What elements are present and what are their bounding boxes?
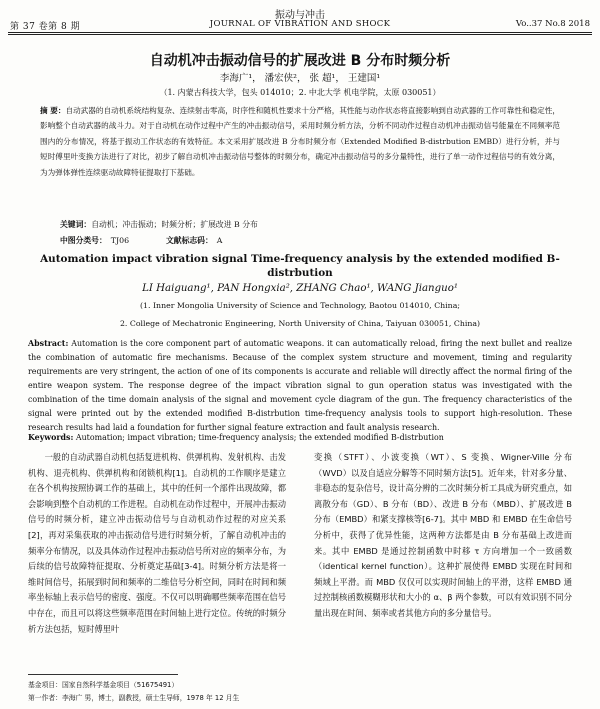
- journal-name: 振动与冲击: [275, 10, 325, 21]
- affiliation-cn: （1. 内蒙古科技大学，包头 014010；2. 中北大学 机电学院，太原 030051）: [159, 88, 441, 97]
- clc-label: 中图分类号：: [60, 236, 107, 245]
- abstract-cn-text: 自动武器的自动机系统结构复杂、连续射击零高，时序性和随机性要求十分严格，其性能与动作状态将直接影响到自动武器的工作可靠性和稳定性，影响整个自动武器的战斗力。对于自动机在动作过程中产生的冲击振动信号，采用时频分析方法，分析不同动作过程自动机冲击振动信号能量在不同频率范围内的分布情况，将基于振动工作状态的有效特征。本文采用扩展改进 B 分布时频分布（Extended Modified B-distrbution EMBD）进行分析，并与短时傅里叶变换方法进行了对比，初步了解自动机冲击振动信号整体的时频分布，确定冲击振动信号的多分量特性，进行了单一动作过程信号的有效分离，为为弹体弹性连续驱动故障特征提取打下基础。: [40, 106, 560, 177]
- abstract-cn-label: 摘 要：: [40, 106, 66, 115]
- footnote-rule: [28, 674, 178, 675]
- affiliation-en-2: 2. College of Mechatronic Engineering, North University of China, Taiyuan 030051, China): [119, 319, 481, 328]
- paper-title-en: Automation impact vibration signal Time-frequency analysis by the extended modified B-distrbution: [40, 253, 560, 279]
- authors-cn: 李海广¹， 潘宏侠²， 张 超¹， 王建国¹: [219, 73, 381, 84]
- keywords-cn-label: 关键词：: [60, 220, 92, 229]
- authors-en: LI Haiguang¹, PAN Hongxia², ZHANG Chao¹, WANG Jianguo¹: [142, 283, 458, 294]
- paper-title-cn: 自动机冲击振动信号的扩展改进 B 分布时频分析: [149, 53, 451, 69]
- abstract-en-label: Abstract:: [28, 339, 69, 348]
- abstract-en: [28, 337, 572, 435]
- affiliation-en-1: (1. Inner Mongolia University of Science and Technology, Baotou 014010, China;: [140, 301, 460, 310]
- footnote-fund: 基金项目：国家自然科学基金项目（51675491）: [28, 681, 179, 689]
- keywords-en-label: Keywords:: [28, 433, 74, 442]
- volume-issue-en: Vo..37 No.8 2018: [515, 19, 590, 29]
- keywords-en: [28, 433, 572, 442]
- classification-line: [60, 235, 226, 246]
- doc-code-label: 文献标志码：: [166, 236, 213, 245]
- footnote-author: 第一作者：李海广 男，博士，副教授，硕士生导师，1978 年 12 月生: [28, 694, 240, 702]
- keywords-en-text: Automation; impact vibration; time-frequency analysis; the extended modified B-distrbution: [75, 433, 444, 442]
- doc-code-value: A: [216, 236, 223, 245]
- abstract-en-text: Automation is the core component part of automatic weapons. it can automatically reload, firing the next bullet and realize the combination of automatic fire mechanisms. Because of the complex system structure and movement, timing and regularity requirements are very stringent, the action of one of its components is accurate and reliable will directly affect the normal firing of the entire weapon system. The response degree of the impact vibration signal to gun operation status was investigated with the combination of the time domain analysis of the signal and movement cycle diagram of the gun. The frequency characteristics of the signal were printed out by the extended modified B-distrbution time-frequency analysis tools to support high-resolution. These research results had laid a foundation for further signal feature extraction and fault analysis research.: [28, 339, 572, 432]
- body-right-column: 变换（STFT）、小波变换（WT）、S 变换、Wigner-Ville 分布（WVD）以及自适应分解等不同时频方法[5]。近年来，针对多分量、非稳态的复杂信号，设计高分辨的二次时频分析工具成为研究重点，如离散分布（GD）、B 分布（BD）、改进 B 分布（MBD）、扩展改进 B 分布（EMBD）和紧支撑核等[6-7]。其中 MBD 和 EMBD 在生命信号分析中，获得了优异性能，这两种方法都是由 B 分布基础上改进而来。其中 EMBD 是通过控制函数中时移 τ 方向增加一个一致函数（identical kernel function）。这种扩展使得 EMBD 实现在时间和频域上平滑。而 MBD 仅仅可以实现时间轴上的平滑，这样 EMBD 通过控制核函数模糊形状和大小的 α、β 两个参数，可以有效识别不同分量出现在时间、频率或者其他方向的多分量信号。: [314, 452, 572, 618]
- body-left-column: 一般的自动武器自动机包括复进机构、供弹机构、发射机构、击发机构、退壳机构、供弹机构和闭锁机构[1]。自动机的工作顺序是建立在各个机构按照协调工作的基础上，其中的任何一个部件出现故障，都会影响到整个自动机的工作进程。自动机在动作过程中，开展冲击振动信号的时频分析，建立冲击振动信号与自动机动作过程的对应关系[2]，再对采集获取的冲击振动信号进行时频分析，了解自动机冲击的频率分布情况，以及具体动作过程冲击振动信号所对应的频率分布，为后续的信号故障特征提取、分析奠定基础[3-4]。时频分析方法是将一维时间信号，拓展到时间和频率的二维信号分析空间，同时在时间和频率坐标轴上表示信号的密度、强度。不仅可以明确哪些频率范围在信号中存在，而且可以将这些频率范围在时间轴上进行定位。传统的时频分析方法包括，短时傅里叶: [28, 452, 286, 634]
- abstract-cn: [40, 103, 560, 180]
- journal-name-en: JOURNAL OF VIBRATION AND SHOCK: [209, 19, 391, 29]
- keywords-cn: [60, 219, 258, 230]
- clc-value: TJ06: [110, 236, 130, 245]
- volume-issue-cn: 第 37 卷第 8 期: [10, 22, 81, 32]
- keywords-cn-text: 自动机；冲击振动；时频分析；扩展改进 B 分布: [91, 220, 258, 229]
- header-rule: [8, 32, 592, 33]
- header-rule-thin: [8, 34, 592, 35]
